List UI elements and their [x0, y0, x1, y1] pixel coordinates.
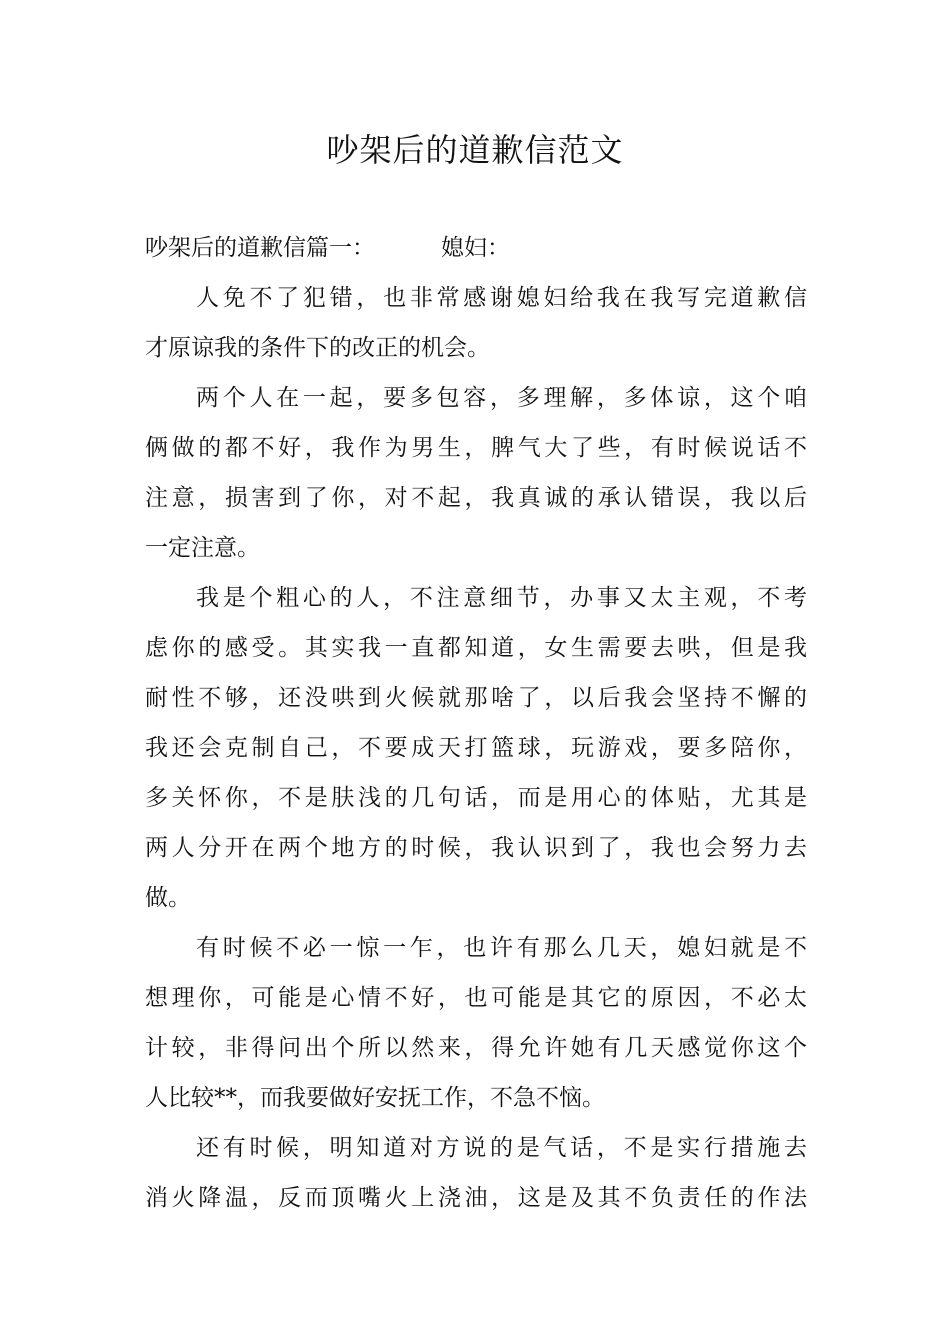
text-line: 人比较**，而我要做好安抚工作，不急不恼。: [145, 1085, 605, 1111]
text-line: 想理你，可能是心情不好，也可能是其它的原因，不必太: [145, 985, 807, 1011]
text-line: 我还会克制自己，不要成天打篮球，玩游戏，要多陪你，: [145, 735, 807, 761]
text-line: 两人分开在两个地方的时候，我认识到了，我也会努力去: [145, 835, 807, 861]
text-line: 有时候不必一惊一乍，也许有那么几天，媳妇就是不: [196, 935, 807, 961]
text-line: 耐性不够，还没哄到火候就那啥了，以后我会坚持不懈的: [145, 685, 807, 711]
text-line: 俩做的都不好，我作为男生，脾气大了些，有时候说话不: [145, 435, 807, 461]
text-line: 多关怀你，不是肤浅的几句话，而是用心的体贴，尤其是: [145, 785, 807, 811]
text-line: 做。: [145, 885, 191, 911]
text-line: 注意，损害到了你，对不起，我真诚的承认错误，我以后: [145, 485, 807, 511]
section-heading-text: 吵架后的道歉信篇一：: [145, 235, 375, 261]
text-line: 虑你的感受。其实我一直都知道，女生需要去哄，但是我: [145, 635, 807, 661]
text-line: 我是个粗心的人，不注意细节，办事又太主观，不考: [196, 585, 807, 611]
salutation: 媳妇：: [441, 235, 510, 261]
text-line: 两个人在一起，要多包容，多理解，多体谅，这个咱: [196, 385, 807, 411]
text-line: 一定注意。: [145, 535, 260, 561]
text-line: 消火降温，反而顶嘴火上浇油，这是及其不负责任的作法: [145, 1185, 807, 1211]
document-title: 吵架后的道歉信范文: [326, 131, 624, 169]
text-line: 计较，非得问出个所以然来，得允许她有几天感觉你这个: [145, 1035, 807, 1061]
text-line: 才原谅我的条件下的改正的机会。: [145, 335, 490, 361]
text-line: 还有时候，明知道对方说的是气话，不是实行措施去: [196, 1135, 807, 1161]
section-heading: [145, 223, 807, 273]
text-line: 人免不了犯错，也非常感谢媳妇给我在我写完道歉信: [196, 285, 807, 311]
document-body: [145, 223, 807, 1223]
